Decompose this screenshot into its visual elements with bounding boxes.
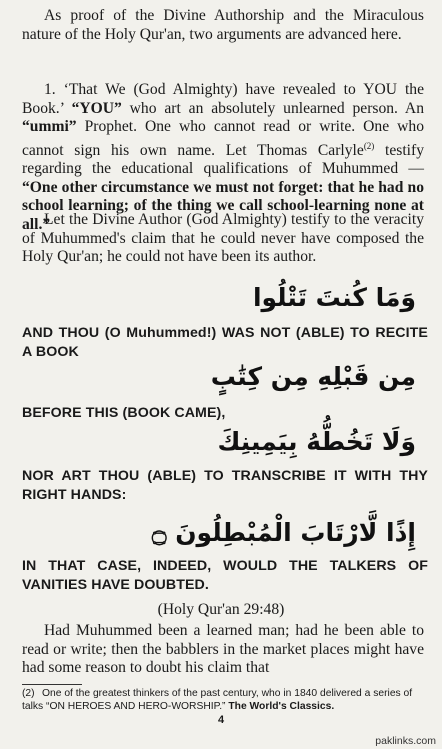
footnote-number: (2)	[22, 688, 35, 699]
verse-translation-4: IN THAT CASE, INDEED, WOULD THE TALKERS OF VANITIES HAVE DOUBTED.	[22, 558, 428, 593]
divine-author-paragraph: Let the Divine Author (God Almighty) testify to the veracity of Muhummed's claim that he could never have composed the Holy Qur'an; he could not have been its author.	[22, 211, 424, 265]
arabic-verse-2: مِن قَبْلِهِ مِن كِتَٰبٍ	[210, 362, 416, 391]
footnote-divider	[22, 684, 82, 685]
verse-translation-1: AND THOU (O Muhummed!) WAS NOT (ABLE) TO RECITE A BOOK	[22, 325, 428, 360]
footnote-reference: (2)	[363, 140, 375, 151]
footnote-text: One of the greatest thinkers of the past century, who in 1840 delivered a series of talks “ON HEROES AND HERO-WORSHIP.”	[22, 688, 413, 712]
arabic-verse-4: إِذًا لَّارْتَابَ الْمُبْطِلُونَ ۝	[151, 518, 416, 547]
watermark: paklinks.com	[375, 735, 436, 747]
argument-text-4: testify regarding the educational qualifications of Muhummed —	[22, 141, 424, 178]
page-number: 4	[217, 714, 225, 726]
argument-text-3: Prophet. One who cannot read or write. One who cannot sign his own name. Let Thomas Carlyle	[22, 118, 424, 159]
arabic-verse-1: وَمَا كُنتَ تَتْلُوا	[252, 283, 416, 312]
quran-citation: (Holy Qur'an 29:48)	[157, 601, 285, 618]
footnote-source: The World's Classics.	[228, 700, 335, 712]
closing-paragraph: Had Muhummed been a learned man; had he been able to read or write; then the babblers in the market places might have had some reason to doubt his claim that	[22, 622, 424, 676]
footnote	[22, 688, 426, 713]
arabic-verse-3: وَلَا تَخُطُّهُ بِيَمِينِكَ	[217, 427, 416, 456]
verse-translation-3: NOR ART THOU (ABLE) TO TRANSCRIBE IT WITH THY RIGHT HANDS:	[22, 468, 428, 503]
argument-text-2: who art an absolutely unlearned person. An	[121, 99, 424, 117]
intro-paragraph: As proof of the Divine Authorship and the Miraculous nature of the Holy Qur'an, two arguments are advanced here.	[22, 7, 424, 43]
carlyle-quote: “One other circumstance we must not forget: that he had no school learning; of the thing we call school-learning none at all.”	[22, 178, 424, 233]
verse-translation-2: BEFORE THIS (BOOK CAME),	[22, 405, 226, 421]
you-emphasis: “YOU”	[71, 99, 122, 117]
argument-text-1: 1. ‘That We (God Almighty) have revealed to YOU the Book.’	[22, 81, 424, 117]
ummi-emphasis: “ummi”	[22, 118, 77, 135]
